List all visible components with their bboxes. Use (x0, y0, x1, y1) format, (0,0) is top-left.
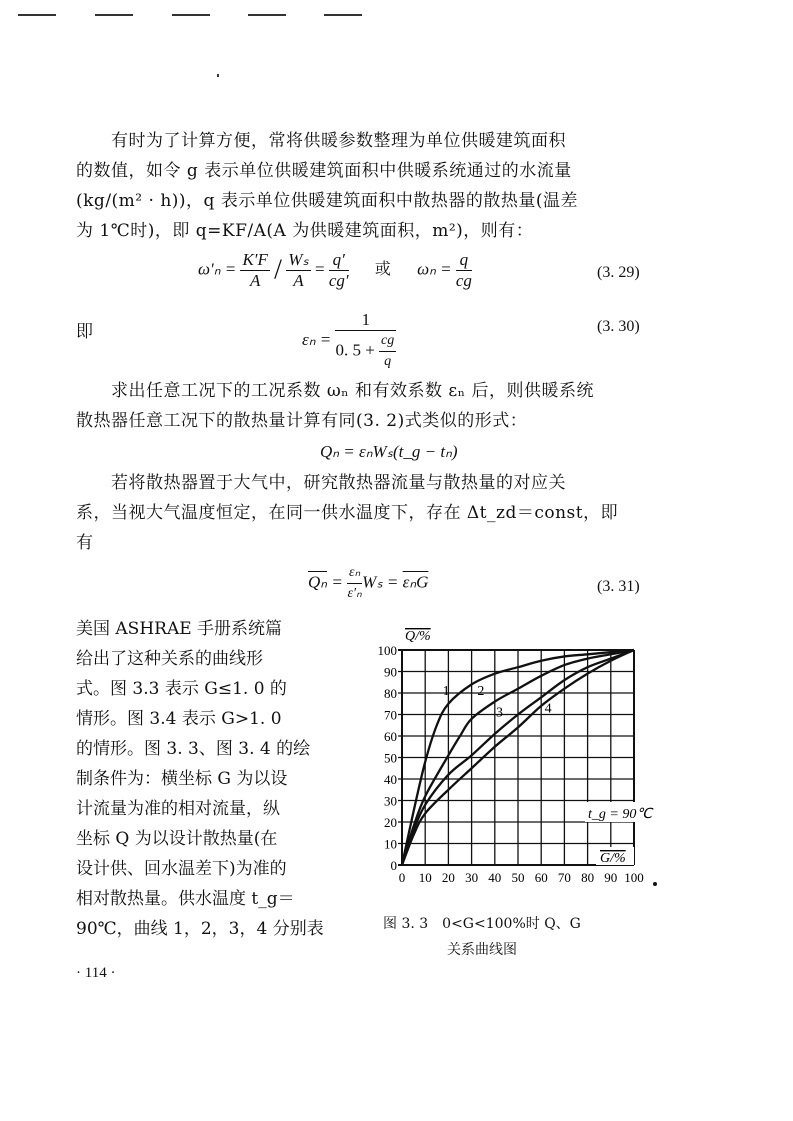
numerator: q (456, 250, 472, 271)
header-rule (324, 14, 362, 16)
text-line: 相对散热量。供水温度 t_g＝ (76, 889, 295, 909)
y-tick-label: 10 (384, 836, 397, 852)
curve-label: 3 (495, 705, 503, 721)
text-line: 散热器任意工况下的散热量计算有同(3. 2)式类似的形式： (76, 411, 528, 431)
page-number: · 114 · (76, 965, 116, 981)
eq-lhs: $\overline{Q_n}$ (308, 572, 328, 592)
equation-number: (3. 30) (597, 318, 640, 335)
equation-3-30 (302, 310, 396, 372)
header-rule (172, 14, 210, 16)
y-tick-label: 80 (384, 686, 397, 701)
x-tick-label: 10 (418, 870, 432, 885)
text-line: 系，当视大气温度恒定，在同一供水温度下，存在 Δt_zd＝const，即 (76, 503, 619, 523)
text-line: 的数值，如令 g 表示单位供暖建筑面积中供暖系统通过的水流量 (76, 161, 572, 181)
text-line: 的情形。图 3. 3、图 3. 4 的绘 (76, 739, 311, 759)
equation-number: (3. 29) (597, 264, 640, 281)
paragraph-3 (76, 468, 666, 558)
numerator: K′F (242, 250, 268, 269)
x-tick-label: 60 (534, 870, 548, 885)
y-tick-label: 70 (384, 707, 397, 723)
text-line: 式。图 3.3 表示 G≤1. 0 的 (76, 679, 287, 699)
x-tick-label: 100 (624, 870, 644, 885)
stray-dot (653, 882, 657, 886)
fraction (286, 250, 311, 291)
y-tick-label: 90 (384, 664, 397, 680)
text-line: 为 1℃时)，即 q=KF/A(A 为供暖建筑面积，m²)，则有： (76, 221, 534, 241)
header-rule (248, 14, 286, 16)
x-tick-label: 20 (441, 870, 455, 885)
text-line: 给出了这种关系的曲线形 (76, 649, 263, 669)
numerator: Wₛ (288, 250, 309, 269)
fraction (347, 563, 362, 604)
y-tick-label: 100 (377, 643, 397, 658)
fraction (335, 310, 396, 372)
paragraph-1 (76, 126, 666, 246)
fraction (240, 250, 269, 291)
numerator: cg (379, 331, 396, 352)
text-line: 有 (76, 533, 94, 553)
y-tick-label: 30 (384, 793, 397, 809)
caption-line: 关系曲线图 (447, 942, 517, 958)
numerator: εₙ (347, 563, 362, 584)
x-tick-label: 80 (581, 870, 595, 885)
fraction (456, 250, 472, 291)
text-line: 设计供、回水温差下)为准的 (76, 859, 287, 879)
text-line: 美国 ASHRAE 手册系统篇 (76, 619, 283, 639)
text-line: 有时为了计算方便，常将供暖参数整理为单位供暖建筑面积 (111, 131, 566, 151)
y-tick-label: 20 (384, 815, 397, 830)
caption-line: 图 3. 3 0<G<100%时 Q、G (383, 916, 581, 932)
text-line: 求出任意工况下的工况系数 ωₙ 和有效系数 εₙ 后，则供暖系统 (111, 381, 594, 401)
q-g-chart (360, 612, 670, 897)
x-tick-label: 40 (488, 870, 502, 885)
denominator: A (250, 271, 261, 290)
x-tick-label: 50 (511, 870, 525, 885)
curve-label: 1 (442, 684, 450, 700)
y-tick-label: 60 (384, 729, 397, 744)
slash: / (274, 254, 282, 286)
eq-lhs: ωₙ = (417, 259, 452, 279)
y-tick-label: 0 (390, 858, 397, 873)
equation-qn: Qₙ = εₙWₛ(t_g − tₙ) (320, 442, 458, 461)
x-tick-label: 30 (465, 870, 479, 885)
or-word: 或 (374, 259, 391, 279)
text-line: 计流量为准的相对流量，纵 (76, 799, 280, 819)
y-tick-label: 50 (384, 750, 397, 766)
paragraph-2 (76, 376, 666, 436)
x-tick-label: 0 (398, 870, 406, 885)
denominator-text: 0. 5 + (335, 340, 375, 360)
denominator: A (293, 271, 304, 290)
eq-lhs: ω′ₙ = (198, 259, 237, 279)
side-text (76, 614, 361, 944)
text-line: 情形。图 3.4 表示 G>1. 0 (76, 709, 282, 729)
equation-number: (3. 31) (597, 578, 640, 595)
equals: = (314, 259, 325, 279)
chart-annotation: t_g = 90℃ (588, 807, 653, 822)
y-tick-label: 40 (384, 772, 397, 787)
fraction (329, 250, 349, 291)
text-line: 90℃，曲线 1，2，3，4 分别表 (76, 919, 324, 939)
chart-grid (398, 650, 634, 865)
text-line: 坐标 Q 为以设计散热量(在 (76, 829, 278, 849)
figure-caption (383, 913, 581, 959)
numerator: q′ (329, 250, 349, 271)
x-tick-label: 90 (604, 870, 618, 885)
chart-ylabel: Q/% (405, 629, 431, 644)
curve-label: 4 (544, 701, 552, 717)
text-line: (kg/(m² · h))，q 表示单位供暖建筑面积中散热器的散热量(温差 (76, 191, 578, 211)
denominator: ε′ₙ (347, 586, 362, 601)
numerator: 1 (335, 310, 396, 331)
equation-prefix (76, 317, 93, 342)
equation-3-29 (198, 250, 472, 291)
text-line: 制条件为：横坐标 G 为以设 (76, 769, 288, 789)
denominator: cg′ (328, 271, 349, 290)
denominator: cg (455, 271, 472, 290)
equals: = (331, 572, 343, 592)
equation-3-31 (308, 563, 428, 604)
speck (217, 74, 219, 77)
header-rule (18, 14, 56, 16)
text-line: 若将散热器置于大气中，研究散热器流量与散热量的对应关 (111, 473, 566, 493)
header-rule (95, 14, 133, 16)
eq-rhs: $\overline{\varepsilon_nG}$ (402, 572, 429, 592)
prefix-word: 即 (76, 322, 93, 342)
eq-lhs: εₙ = (302, 329, 332, 349)
denominator: q (384, 354, 392, 369)
x-tick-label: 70 (557, 870, 571, 885)
eq-mid: Wₛ = (362, 572, 403, 592)
denominator (335, 331, 396, 372)
chart-xlabel: G/% (600, 851, 626, 866)
curve-label: 2 (477, 684, 485, 700)
